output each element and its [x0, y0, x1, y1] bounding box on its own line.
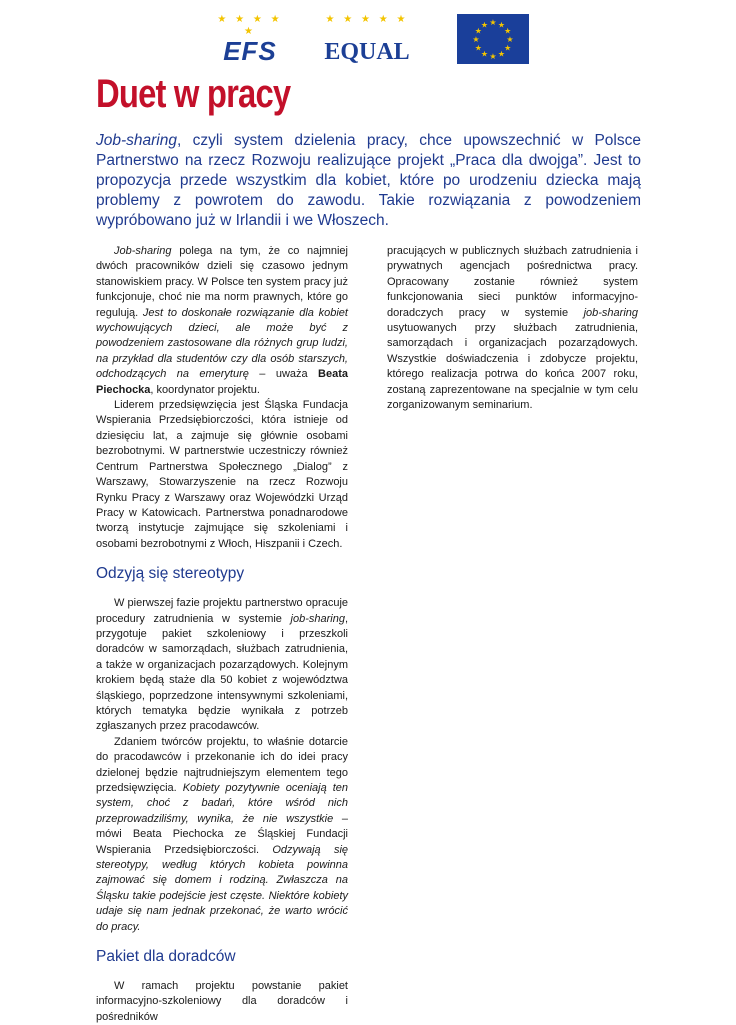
equal-stars-icon: ★ ★ ★ ★ ★ [325, 14, 409, 25]
svg-text:★: ★ [506, 35, 514, 44]
lead-text: , czyli system dzielenia pracy, chce upowszechnić w Polsce Partnerstwo na rzecz Rozwoju realizujące projekt „Praca dla dwojga”. Jest to propozycja przede wszystkim dla kobiet, które po urodzeniu dziecka mają problemy z powrotem do zawodu. Takie rozwiązania z powodzeniem wypróbowano już w Irlandii i we Włoszech. [96, 132, 641, 229]
paragraph-1 [96, 244, 348, 398]
p1-name: Beata Piechocka [96, 368, 348, 396]
article-lead [96, 131, 641, 231]
svg-text:★: ★ [489, 18, 497, 27]
svg-text:★: ★ [472, 35, 480, 44]
equal-logo [317, 14, 417, 66]
p1-text-a: polega na tym, że co najmniej dwóch pracowników dzieli się czasowo jednym stanowiskiem pracy. W Polsce ten system pracy już funkcjonuje, choć nie ma norm prawnych, które go regulują. [96, 245, 348, 319]
paragraph-3 [96, 596, 348, 735]
svg-text:★: ★ [489, 52, 497, 61]
svg-text:★: ★ [474, 26, 482, 36]
p5c-text-a: pracujących w publicznych służbach zatrudnienia i prywatnych agencjach pośrednictwa pracy. Opracowany zostanie również system funkcjonowania sieci punktów informacyjno-doradczych pracy w systemie [387, 245, 638, 319]
svg-text:★: ★ [497, 49, 506, 59]
p3-term: job-sharing [290, 612, 345, 625]
svg-text:★: ★ [504, 26, 512, 36]
svg-text:★: ★ [474, 43, 482, 53]
p1-text-b: – uważa [248, 368, 319, 381]
equal-logo-text: EQUAL [324, 39, 410, 65]
p1-term: Job-sharing [114, 245, 172, 257]
p4-text-b: – mówi Beata Piechocka ze Śląskiej Fundacji Wspierania Przedsiębiorczości. [96, 812, 348, 856]
p1-text-c: , koordynator projektu. [150, 383, 260, 396]
p4-quote-a: Kobiety pozytywnie oceniają ten system, choć z badań, które wśród nich przeprowadziliśmy, wynika, że nie wszystkie [96, 782, 348, 825]
left-column [96, 244, 348, 1025]
eu-star-circle [457, 14, 529, 64]
section-heading-stereotypes: Odzyją się stereotypy [96, 565, 245, 583]
article-title: Duet w pracy [96, 72, 291, 116]
svg-text:★: ★ [480, 20, 489, 30]
lead-term: Job-sharing [96, 132, 177, 149]
svg-text:★: ★ [480, 49, 489, 59]
p3-text-b: , przygotuje pakiet szkoleniowy i przeszkoli doradców w samorządach, służbach zatrudnienia, a także w organizacjach pozarządowych. Kolejnym krokiem będą staże dla 50 kobiet z województwa śląskiego, poprzedzone intensywnymi szkoleniami, których tematyka będzie wynikała z potrzeb zgłaszanych przez pracodawców. [96, 612, 348, 733]
eu-flag-icon [457, 14, 529, 64]
svg-text:★: ★ [504, 43, 512, 53]
paragraph-4 [96, 735, 348, 935]
section-heading-advisors: Pakiet dla doradców [96, 948, 236, 966]
p1-quote: Jest to doskonałe rozwiązanie dla kobiet wychowujących dzieci, ale może być z powodzeniem zastosowane dla różnych grup ludzi, na przykład dla studentów czy dla osób starszych, odchodzących na emeryturę [96, 306, 348, 381]
efs-logo-text: EFS [223, 36, 277, 66]
p4-text-a: Zdaniem twórców projektu, to właśnie dotarcie do pracodawców i przekonanie ich do idei pracy dzielonej będzie najtrudniejszym elementem tego przedsięwzięcia. [96, 735, 348, 794]
svg-text:★: ★ [497, 20, 506, 30]
paragraph-5-continued [387, 244, 638, 413]
p4-quote-b: Odzywają się stereotypy, według których kobieta powinna zajmować się domem i rodziną. Zwłaszcza na Śląsku takie podejście jest częste. Niektóre kobiety udaje się nam jednak przekonać, że warto wrócić do pracy. [96, 843, 349, 933]
paragraph-2: Liderem przedsięwzięcia jest Śląska Fundacja Wspierania Przedsiębiorczości, która istnieje od dziesięciu lat, a zajmuje się głównie osobami bezrobotnymi. W partnerstwie uczestniczy również Centrum Partnerstwa Społecznego „Dialog” z Warszawy, Stowarzyszenie na rzecz Rozwoju Rynku Pracy z Warszawy oraz Wojewódzki Urząd Pracy w Katowicach. Partnerstwa ponadnarodowe tworzą instytucje zajmujące się szkoleniami i osobami bezrobotnymi z Włoch, Hiszpanii i Czech. [96, 399, 348, 550]
p3-text-a: W pierwszej fazie projektu partnerstwo opracuje procedury zatrudnienia w systemie [96, 597, 348, 625]
logo-bar [205, 14, 535, 66]
eu-flag-background [457, 14, 529, 64]
efs-stars-icon: ★ ★ ★ ★ ★ [217, 14, 283, 37]
paragraph-5: W ramach projektu powstanie pakiet informacyjno-szkoleniowy dla doradców i pośredników [96, 980, 348, 1023]
efs-logo [210, 14, 290, 66]
p5c-term: job-sharing [583, 306, 638, 319]
right-column [387, 244, 638, 413]
p5c-text-b: usytuowanych przy służbach zatrudnienia, samorządach i organizacjach pozarządowych. Wszystkie doświadczenia i zdobycze projektu, którego realizacja potrwa do końca 2007 roku, zostaną zaprezentowane na specjalnie w tym celu zorganizowanym seminarium. [387, 322, 638, 412]
